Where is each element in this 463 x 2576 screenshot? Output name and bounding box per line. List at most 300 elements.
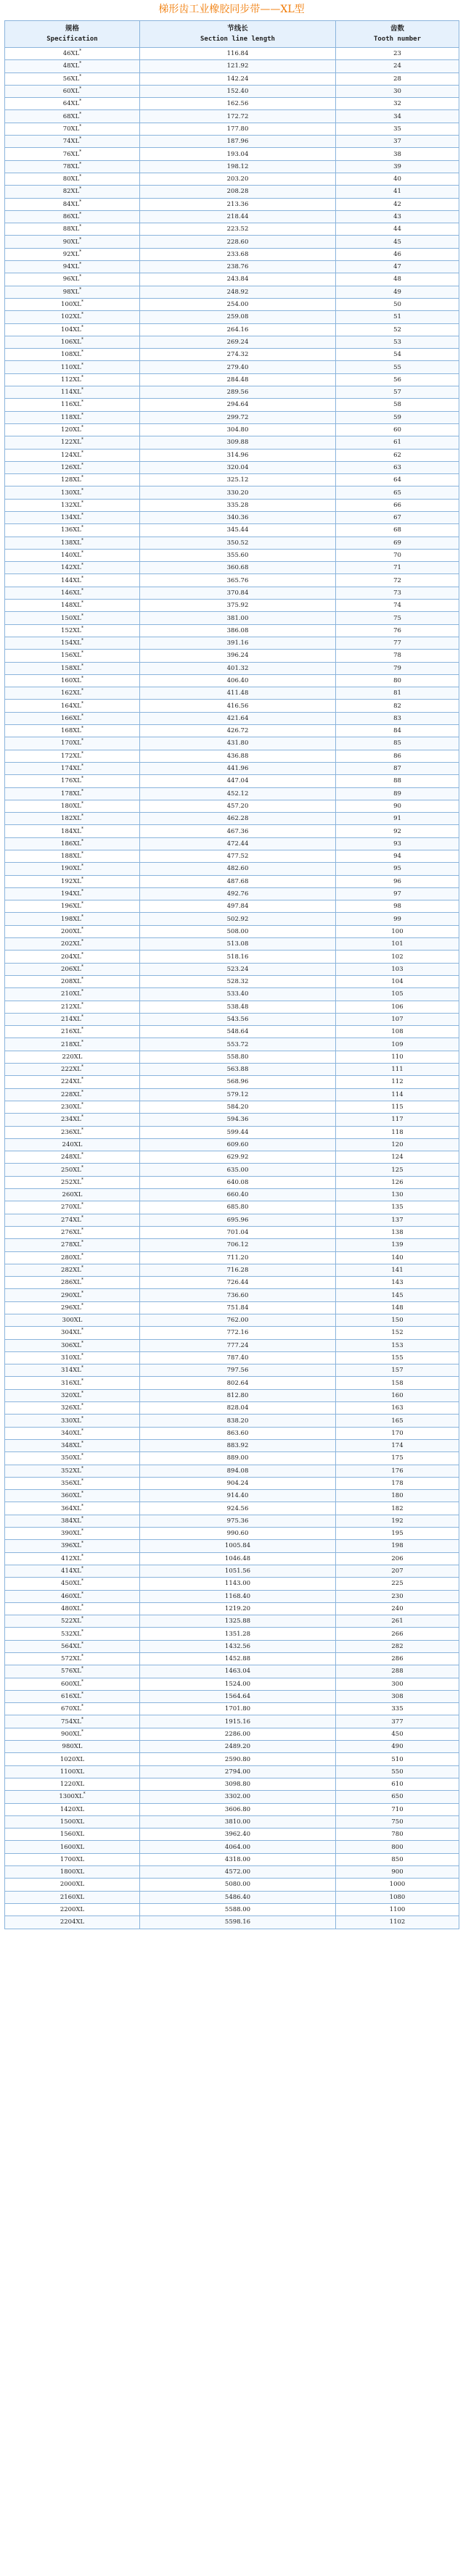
spec-value: 70XL [62, 125, 80, 133]
teeth-cell: 111 [336, 1064, 459, 1076]
spec-mark: * [81, 487, 83, 493]
teeth-cell: 35 [336, 123, 459, 135]
spec-value: 340XL [61, 1429, 81, 1437]
table-row [5, 1138, 459, 1151]
spec-cell [5, 210, 140, 223]
table-row [5, 1765, 459, 1778]
spec-value: 390XL [61, 1530, 81, 1538]
spec-value: 616XL [61, 1693, 81, 1701]
header-specification [5, 21, 140, 48]
teeth-cell: 139 [336, 1239, 459, 1251]
spec-mark: * [81, 826, 83, 832]
spec-value: 166XL [61, 714, 81, 722]
spec-cell [5, 48, 140, 60]
spec-cell [5, 1251, 140, 1264]
spec-mark: * [81, 663, 83, 668]
teeth-cell: 71 [336, 562, 459, 574]
length-cell: 340.36 [140, 511, 336, 523]
spec-mark: * [79, 174, 82, 180]
spec-cell [5, 562, 140, 574]
teeth-cell: 42 [336, 198, 459, 210]
spec-value: 230XL [61, 1103, 81, 1111]
length-cell: 411.48 [140, 687, 336, 700]
teeth-cell: 70 [336, 549, 459, 561]
length-cell: 274.32 [140, 349, 336, 361]
length-cell: 5588.00 [140, 1903, 336, 1916]
table-row [5, 386, 459, 399]
table-row [5, 110, 459, 123]
spec-mark: * [83, 1792, 86, 1797]
length-cell: 213.36 [140, 198, 336, 210]
spec-mark: * [81, 1415, 83, 1421]
length-cell: 802.64 [140, 1377, 336, 1389]
spec-cell [5, 1879, 140, 1891]
spec-cell [5, 549, 140, 561]
spec-mark: * [81, 700, 83, 706]
length-cell: 335.28 [140, 499, 336, 511]
length-cell: 838.20 [140, 1415, 336, 1427]
spec-value: 204XL [61, 953, 81, 961]
spec-cell [5, 787, 140, 800]
teeth-cell: 143 [336, 1277, 459, 1289]
spec-cell [5, 951, 140, 963]
spec-mark: * [81, 1378, 83, 1383]
teeth-cell: 141 [336, 1264, 459, 1276]
spec-value: 122XL [61, 439, 81, 447]
spec-value: 980XL [62, 1743, 83, 1751]
teeth-cell: 192 [336, 1515, 459, 1527]
table-row [5, 1879, 459, 1891]
teeth-cell: 198 [336, 1540, 459, 1552]
spec-cell [5, 837, 140, 850]
table-row [5, 198, 459, 210]
teeth-cell: 165 [336, 1415, 459, 1427]
spec-cell [5, 1226, 140, 1238]
spec-value: 98XL [62, 288, 80, 296]
spec-mark: * [81, 387, 83, 393]
spec-value: 2204XL [60, 1918, 85, 1926]
spec-mark: * [81, 788, 83, 794]
spec-cell [5, 136, 140, 148]
spec-value: 144XL [61, 576, 81, 584]
length-cell: 548.64 [140, 1026, 336, 1038]
spec-value: 124XL [61, 451, 81, 459]
table-row [5, 1038, 459, 1051]
length-cell: 736.60 [140, 1289, 336, 1301]
length-cell: 904.24 [140, 1477, 336, 1489]
spec-cell [5, 236, 140, 248]
teeth-cell: 103 [336, 963, 459, 975]
table-row [5, 662, 459, 674]
teeth-cell: 24 [336, 60, 459, 73]
spec-mark: * [81, 1227, 83, 1233]
table-row [5, 223, 459, 236]
spec-mark: * [81, 1001, 83, 1007]
table-row [5, 963, 459, 975]
spec-cell [5, 186, 140, 198]
length-cell: 121.92 [140, 60, 336, 73]
spec-value: 160XL [61, 676, 81, 684]
teeth-cell: 109 [336, 1038, 459, 1051]
spec-cell [5, 474, 140, 486]
length-cell: 883.92 [140, 1439, 336, 1451]
spec-mark: * [81, 1403, 83, 1409]
spec-cell [5, 1678, 140, 1690]
spec-value: 1600XL [60, 1843, 85, 1851]
teeth-cell: 650 [336, 1791, 459, 1803]
length-cell: 1915.16 [140, 1715, 336, 1728]
teeth-cell: 66 [336, 499, 459, 511]
spec-mark: * [79, 149, 82, 154]
length-cell: 497.84 [140, 900, 336, 913]
spec-cell [5, 1502, 140, 1515]
teeth-cell: 79 [336, 662, 459, 674]
teeth-cell: 58 [336, 399, 459, 411]
length-cell: 1325.88 [140, 1615, 336, 1628]
table-row [5, 1251, 459, 1264]
spec-cell [5, 1477, 140, 1489]
table-row [5, 1703, 459, 1715]
spec-mark: * [81, 750, 83, 756]
spec-cell [5, 1565, 140, 1577]
length-cell: 863.60 [140, 1427, 336, 1439]
spec-value: 146XL [61, 589, 81, 597]
spec-value: 194XL [61, 890, 81, 898]
table-row [5, 1678, 459, 1690]
spec-mark: * [81, 763, 83, 769]
table-row [5, 1201, 459, 1214]
spec-value: 106XL [61, 338, 81, 346]
teeth-cell: 150 [336, 1314, 459, 1326]
spec-mark: * [81, 349, 83, 355]
table-row [5, 486, 459, 499]
spec-mark: * [81, 587, 83, 593]
teeth-cell: 300 [336, 1678, 459, 1690]
teeth-cell: 780 [336, 1829, 459, 1841]
spec-cell [5, 461, 140, 473]
spec-cell [5, 1214, 140, 1226]
spec-value: 296XL [61, 1304, 81, 1312]
teeth-cell: 40 [336, 173, 459, 185]
teeth-cell: 53 [336, 336, 459, 348]
spec-mark: * [81, 1390, 83, 1396]
length-cell: 762.00 [140, 1314, 336, 1326]
spec-cell [5, 1314, 140, 1326]
spec-mark: * [81, 1666, 83, 1672]
length-cell: 528.32 [140, 975, 336, 987]
spec-cell [5, 925, 140, 937]
spec-mark: * [81, 299, 83, 305]
spec-cell [5, 975, 140, 987]
spec-mark: * [81, 1503, 83, 1509]
spec-mark: * [81, 876, 83, 882]
table-row [5, 361, 459, 373]
length-cell: 568.96 [140, 1076, 336, 1088]
teeth-cell: 49 [336, 286, 459, 298]
spec-value: 172XL [61, 752, 81, 760]
spec-value: 220XL [62, 1053, 83, 1061]
length-cell: 685.80 [140, 1201, 336, 1214]
table-row [5, 837, 459, 850]
table-row [5, 612, 459, 624]
length-cell: 3098.80 [140, 1778, 336, 1790]
spec-mark: * [81, 1491, 83, 1496]
length-cell: 426.72 [140, 725, 336, 737]
teeth-cell: 850 [336, 1853, 459, 1865]
spec-value: 2200XL [60, 1906, 85, 1914]
table-row [5, 1565, 459, 1577]
length-cell: 533.40 [140, 988, 336, 1001]
teeth-cell: 112 [336, 1076, 459, 1088]
spec-value: 236XL [61, 1128, 81, 1136]
spec-cell [5, 1076, 140, 1088]
teeth-cell: 108 [336, 1026, 459, 1038]
spec-cell [5, 1590, 140, 1602]
spec-cell [5, 148, 140, 160]
spec-value: 142XL [61, 564, 81, 572]
length-cell: 1046.48 [140, 1552, 336, 1565]
teeth-cell: 74 [336, 600, 459, 612]
spec-value: 412XL [61, 1554, 81, 1562]
teeth-cell: 610 [336, 1778, 459, 1790]
spec-cell [5, 1715, 140, 1728]
spec-cell [5, 261, 140, 273]
table-row [5, 123, 459, 135]
length-cell: 706.12 [140, 1239, 336, 1251]
teeth-cell: 104 [336, 975, 459, 987]
spec-cell [5, 624, 140, 637]
spec-value: 670XL [61, 1705, 81, 1713]
spec-cell [5, 399, 140, 411]
table-row [5, 1528, 459, 1540]
spec-mark: * [81, 675, 83, 681]
teeth-cell: 115 [336, 1101, 459, 1113]
spec-cell [5, 1515, 140, 1527]
teeth-cell: 158 [336, 1377, 459, 1389]
table-row [5, 286, 459, 298]
spec-value: 130XL [61, 489, 81, 497]
spec-cell [5, 913, 140, 925]
table-row [5, 725, 459, 737]
length-cell: 553.72 [140, 1038, 336, 1051]
teeth-cell: 69 [336, 537, 459, 549]
spec-value: 364XL [61, 1504, 81, 1512]
teeth-cell: 140 [336, 1251, 459, 1264]
length-cell: 975.36 [140, 1515, 336, 1527]
spec-value: 110XL [61, 363, 81, 371]
spec-value: 314XL [61, 1367, 81, 1375]
spec-value: 88XL [62, 225, 80, 233]
length-cell: 177.80 [140, 123, 336, 135]
length-cell: 314.96 [140, 449, 336, 461]
spec-cell [5, 1264, 140, 1276]
table-row [5, 323, 459, 336]
spec-mark: * [81, 1578, 83, 1584]
spec-mark: * [81, 1591, 83, 1596]
spec-cell [5, 1728, 140, 1740]
spec-cell [5, 900, 140, 913]
length-cell: 482.60 [140, 863, 336, 875]
header-en: Section line length [200, 36, 275, 43]
table-row [5, 1590, 459, 1602]
length-cell: 990.60 [140, 1528, 336, 1540]
table-row [5, 1690, 459, 1702]
spec-cell [5, 423, 140, 436]
spec-value: 260XL [62, 1191, 83, 1199]
spec-value: 576XL [61, 1668, 81, 1676]
spec-mark: * [81, 776, 83, 782]
spec-mark: * [81, 1515, 83, 1521]
spec-cell [5, 1803, 140, 1815]
spec-mark: * [81, 1252, 83, 1258]
table-row [5, 1916, 459, 1929]
length-cell: 640.08 [140, 1176, 336, 1188]
length-cell: 1463.04 [140, 1665, 336, 1678]
teeth-cell: 41 [336, 186, 459, 198]
length-cell: 828.04 [140, 1402, 336, 1415]
spec-cell [5, 1916, 140, 1929]
header-row [5, 21, 459, 48]
teeth-cell: 56 [336, 373, 459, 386]
teeth-cell: 28 [336, 73, 459, 85]
length-cell: 1452.88 [140, 1653, 336, 1665]
table-row [5, 549, 459, 561]
length-cell: 599.44 [140, 1126, 336, 1138]
teeth-cell: 23 [336, 48, 459, 60]
table-row [5, 1891, 459, 1903]
table-row [5, 913, 459, 925]
spec-cell [5, 449, 140, 461]
spec-value: 68XL [62, 112, 80, 120]
spec-mark: * [81, 625, 83, 631]
spec-mark: * [81, 1077, 83, 1082]
spec-value: 136XL [61, 526, 81, 534]
table-row [5, 1088, 459, 1101]
spec-cell [5, 486, 140, 499]
spec-mark: * [79, 136, 82, 142]
spec-mark: * [81, 1641, 83, 1647]
teeth-cell: 87 [336, 762, 459, 774]
spec-value: 74XL [62, 138, 80, 146]
table-row [5, 1778, 459, 1790]
spec-value: 64XL [62, 100, 80, 108]
length-cell: 193.04 [140, 148, 336, 160]
spec-cell [5, 311, 140, 323]
spec-mark: * [81, 1240, 83, 1246]
teeth-cell: 206 [336, 1552, 459, 1565]
teeth-cell: 55 [336, 361, 459, 373]
table-row [5, 650, 459, 662]
spec-value: 224XL [61, 1078, 81, 1086]
spec-mark: * [81, 550, 83, 556]
spec-cell [5, 1101, 140, 1113]
table-row [5, 298, 459, 310]
length-cell: 472.44 [140, 837, 336, 850]
spec-cell [5, 1866, 140, 1879]
spec-mark: * [79, 199, 82, 204]
spec-cell [5, 574, 140, 587]
spec-value: 84XL [62, 200, 80, 208]
spec-mark: * [79, 224, 82, 230]
spec-mark: * [81, 1654, 83, 1660]
length-cell: 279.40 [140, 361, 336, 373]
spec-mark: * [81, 1089, 83, 1095]
table-row [5, 750, 459, 762]
spec-value: 184XL [61, 827, 81, 835]
length-cell: 3962.40 [140, 1829, 336, 1841]
spec-cell [5, 1853, 140, 1865]
table-row [5, 1853, 459, 1865]
spec-mark: * [81, 1127, 83, 1132]
spec-value: 190XL [61, 865, 81, 873]
table-row [5, 712, 459, 724]
spec-mark: * [81, 1039, 83, 1045]
teeth-cell: 67 [336, 511, 459, 523]
length-cell: 243.84 [140, 273, 336, 286]
spec-cell [5, 1640, 140, 1652]
spec-value: 352XL [61, 1467, 81, 1475]
teeth-cell: 195 [336, 1528, 459, 1540]
spec-mark: * [81, 800, 83, 806]
spec-mark: * [79, 49, 82, 54]
spec-value: 1020XL [60, 1755, 85, 1763]
spec-value: 182XL [61, 815, 81, 823]
spec-cell [5, 988, 140, 1001]
teeth-cell: 175 [336, 1452, 459, 1465]
spec-value: 282XL [61, 1266, 81, 1274]
spec-cell [5, 373, 140, 386]
spec-cell [5, 1439, 140, 1451]
spec-value: 140XL [61, 552, 81, 560]
length-cell: 716.28 [140, 1264, 336, 1276]
spec-value: 216XL [61, 1028, 81, 1036]
table-row [5, 1829, 459, 1841]
table-row [5, 1791, 459, 1803]
spec-cell [5, 1389, 140, 1401]
teeth-cell: 1000 [336, 1879, 459, 1891]
spec-cell [5, 537, 140, 549]
spec-value: 134XL [61, 514, 81, 522]
teeth-cell: 50 [336, 298, 459, 310]
table-row [5, 1715, 459, 1728]
spec-cell [5, 336, 140, 348]
spec-value: 178XL [61, 790, 81, 798]
spec-value: 208XL [61, 978, 81, 986]
spec-value: 90XL [62, 238, 80, 246]
teeth-cell: 76 [336, 624, 459, 637]
teeth-cell: 101 [336, 938, 459, 951]
length-cell: 787.40 [140, 1351, 336, 1364]
spec-cell [5, 1201, 140, 1214]
spec-value: 196XL [61, 903, 81, 911]
length-cell: 797.56 [140, 1364, 336, 1377]
spec-value: 104XL [61, 326, 81, 334]
spec-value: 754XL [61, 1718, 81, 1726]
spec-value: 1300XL [59, 1793, 83, 1801]
length-cell: 2286.00 [140, 1728, 336, 1740]
spec-cell [5, 298, 140, 310]
length-cell: 558.80 [140, 1051, 336, 1063]
length-cell: 563.88 [140, 1064, 336, 1076]
table-row [5, 1364, 459, 1377]
length-cell: 492.76 [140, 887, 336, 900]
table-row [5, 311, 459, 323]
spec-value: 48XL [62, 62, 80, 70]
spec-value: 280XL [61, 1254, 81, 1262]
spec-cell [5, 524, 140, 537]
length-cell: 1168.40 [140, 1590, 336, 1602]
spec-mark: * [81, 864, 83, 869]
